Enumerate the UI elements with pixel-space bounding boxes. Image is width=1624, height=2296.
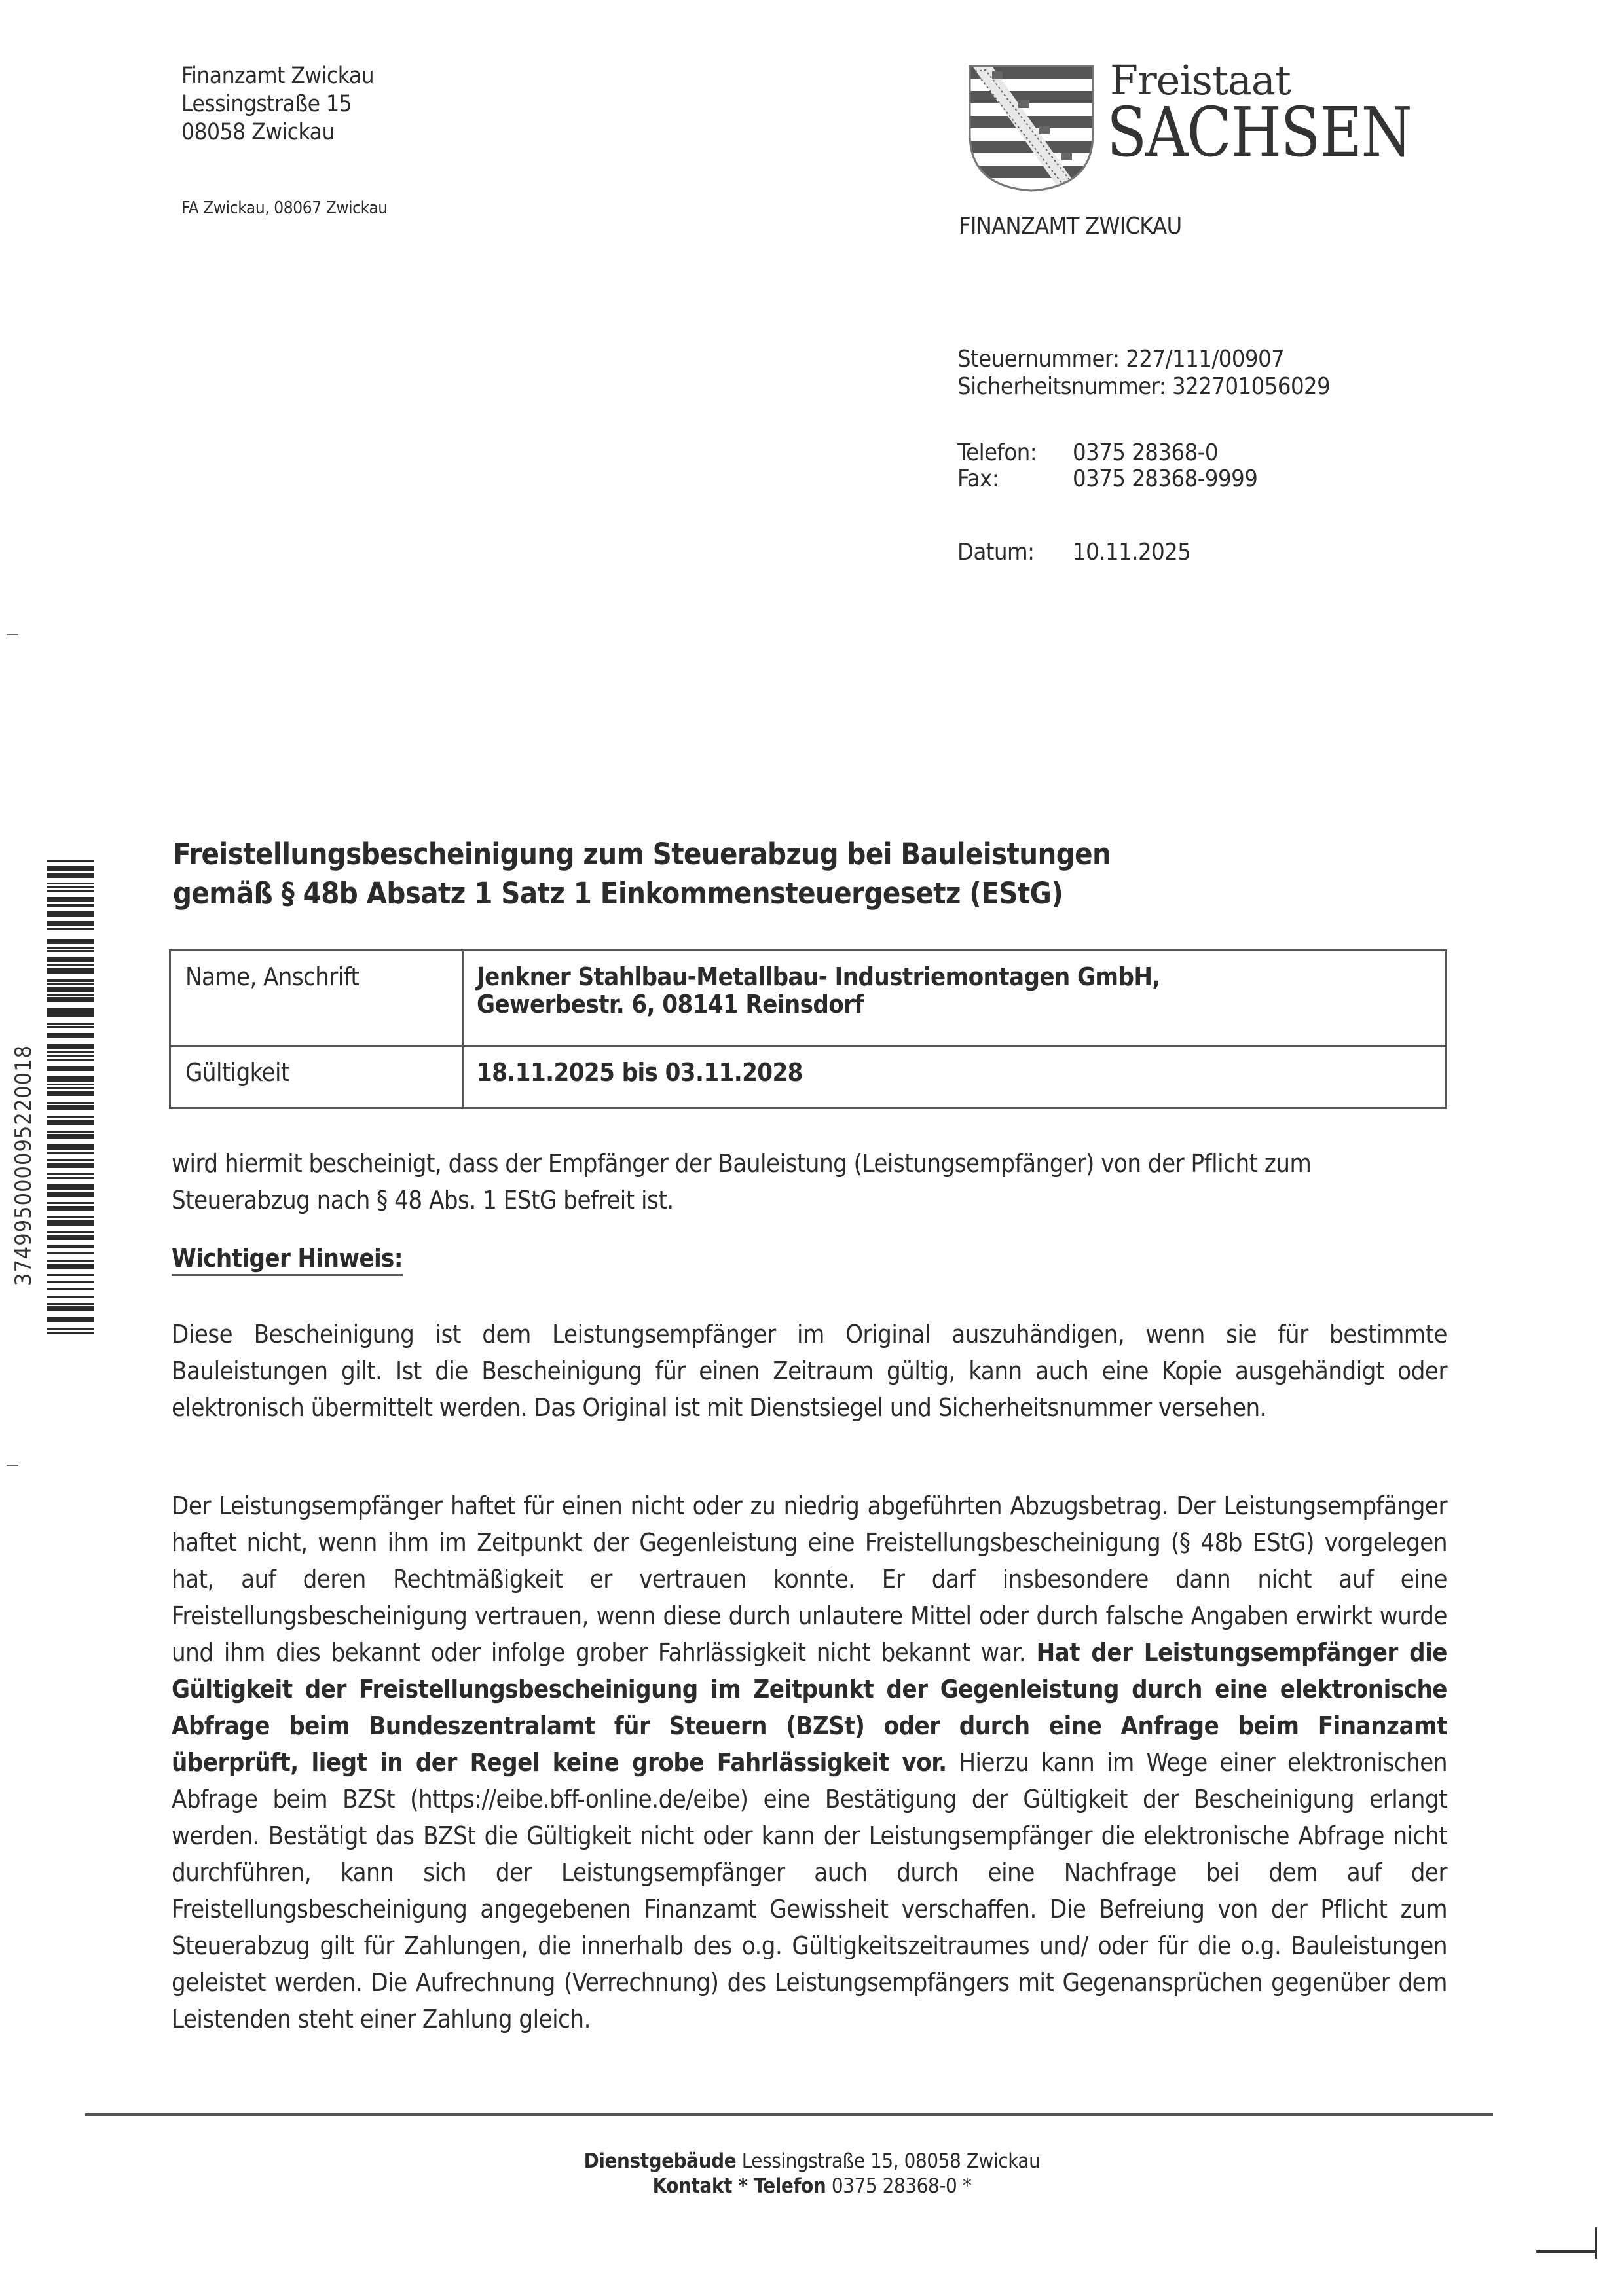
fax-row [957,466,1257,492]
steuernummer-row [957,346,1330,373]
table-row-name [170,951,1447,1046]
footer-building [0,2149,1624,2174]
name-value [463,951,1447,1046]
page-corner-mark-icon [1536,2226,1602,2259]
date-label: Datum: [957,539,1035,566]
notice-paragraph-2 [172,1487,1447,2037]
footer-divider [85,2113,1493,2116]
sicherheitsnummer-value: 322701056029 [1172,373,1331,400]
table-row-validity [170,1046,1447,1108]
office-name: FINANZAMT ZWICKAU [959,213,1182,240]
sender-address [181,62,374,147]
return-address: FA Zwickau, 08067 Zwickau [181,198,388,218]
validity-label: Gültigkeit [170,1046,463,1108]
date-value: 10.11.2025 [1073,539,1191,566]
sender-line-city: 08058 Zwickau [181,119,335,145]
validity-value: 18.11.2025 bis 03.11.2028 [463,1046,1447,1108]
barcode-number: 374995000095220018 [10,1044,37,1286]
fold-mark-bottom [7,1465,18,1466]
footer-contact [0,2174,1624,2198]
notice-heading: Wichtiger Hinweis: [172,1244,403,1276]
footer-building-address: Lessingstraße 15, 08058 Zwickau [741,2149,1041,2173]
title-line-2: gemäß § 48b Absatz 1 Satz 1 Einkommensteuergesetz (EStG) [173,876,1063,911]
fold-mark-top [7,634,18,635]
date-row [957,539,1190,566]
name-label: Name, Anschrift [170,951,463,1046]
fax-value: 0375 28368-9999 [1073,465,1258,492]
brand-freistaat: Freistaat [1110,56,1291,104]
notice-paragraph-1: Diese Bescheinigung ist dem Leistungsempfänger im Original auszuhändigen, wenn sie für bestimmte Bauleistungen gilt. Ist die Bescheinigung für einen Zeitraum gültig, kann auch eine Kopie ausgehändigt oder elektronisch übermittelt werden. Das Original ist mit Dienstsiegel und Sicherheitsnummer versehen. [172,1320,1447,1422]
sicherheitsnummer-row [957,373,1330,401]
footer-contact-label: Kontakt * Telefon [652,2174,826,2198]
steuernummer-value: 227/111/00907 [1126,346,1285,373]
certification-statement: wird hiermit bescheinigt, dass der Empfänger der Bauleistung (Leistungsempfänger) von der Pflicht zum Steuerabzug nach § 48 Abs. 1 EStG befreit ist. [172,1149,1312,1214]
verification-details: Hierzu kann im Wege einer elektronischen Abfrage beim BZSt (https://eibe.bff-online.de/eibe) eine Bestätigung der Gültigkeit der Bescheinigung erlangt werden. Bestätigt das BZSt die Gültigkeit nicht oder kann der Leistungsempfänger die elektronische Abfrage nicht durchführen, kann sich der Leistungsempfänger auch durch eine Nachfrage bei dem auf der Freistellungsbescheinigung angegebenen Finanzamt Gewissheit verschaffen. Die Befreiung von der Pflicht zum Steuerabzug gilt für Zahlungen, die innerhalb des o.g. Gültigkeitszeitraumes und/ oder für die o.g. Bauleistungen geleistet werden. Die Aufrechnung (Verrechnung) des Leistungsempfängers mit Gegenansprüchen gegenüber dem Leistenden steht einer Zahlung gleich. [172,1748,1447,2033]
contact-info [957,440,1257,492]
verification-emphasis: Hat der Leistungsempfänger die Gültigkeit der Freistellungsbescheinigung im Zeitpunkt der Gegenleistung durch eine elektronische Abfrage beim Bundeszentralamt für Steuern (BZSt) oder durch eine Anfrage beim Finanzamt überprüft, liegt in der Regel keine grobe Fahrlässigkeit vor. [172,1638,1447,1777]
name-value-line-2: Gewerbestr. 6, 08141 Reinsdorf [477,990,864,1019]
certificate-table [169,949,1447,1109]
sicherheitsnummer-label: Sicherheitsnummer: [957,373,1166,400]
sender-line-street: Lessingstraße 15 [181,91,352,117]
telefon-row [957,440,1257,466]
telefon-label: Telefon: [957,439,1037,466]
name-value-line-1: Jenkner Stahlbau-Metallbau- Industriemontagen GmbH, [477,962,1160,991]
barcode-icon [47,860,94,1344]
page-title [173,835,1111,913]
steuernummer-label: Steuernummer: [957,346,1120,373]
fax-label: Fax: [957,465,999,492]
saxony-coat-of-arms-icon [966,62,1097,193]
telefon-value: 0375 28368-0 [1073,439,1218,466]
footer-contact-phone: 0375 28368-0 * [831,2174,972,2198]
liability-text: Der Leistungsempfänger haftet für einen nicht oder zu niedrig abgeführten Abzugsbetrag. Der Leistungsempfänger haftet nicht, wenn ihm im Zeitpunkt der Gegenleistung eine Freistellungsbescheinigung (§ 48b EStG) vorgelegen hat, auf deren Rechtmäßigkeit er vertrauen konnte. Er darf insbesondere dann nicht auf eine Freistellungsbescheinigung vertrauen, wenn diese durch unlautere Mittel oder durch falsche Angaben erwirkt wurde und ihm dies bekannt oder infolge grober Fahrlässigkeit nicht bekannt war. [172,1491,1447,1667]
sender-line-name: Finanzamt Zwickau [181,63,375,89]
footer-building-label: Dienstgebäude [583,2149,737,2173]
brand-sachsen: SACHSEN [1107,92,1412,172]
title-line-1: Freistellungsbescheinigung zum Steuerabzug bei Bauleistungen [173,837,1111,871]
reference-numbers [957,346,1330,401]
